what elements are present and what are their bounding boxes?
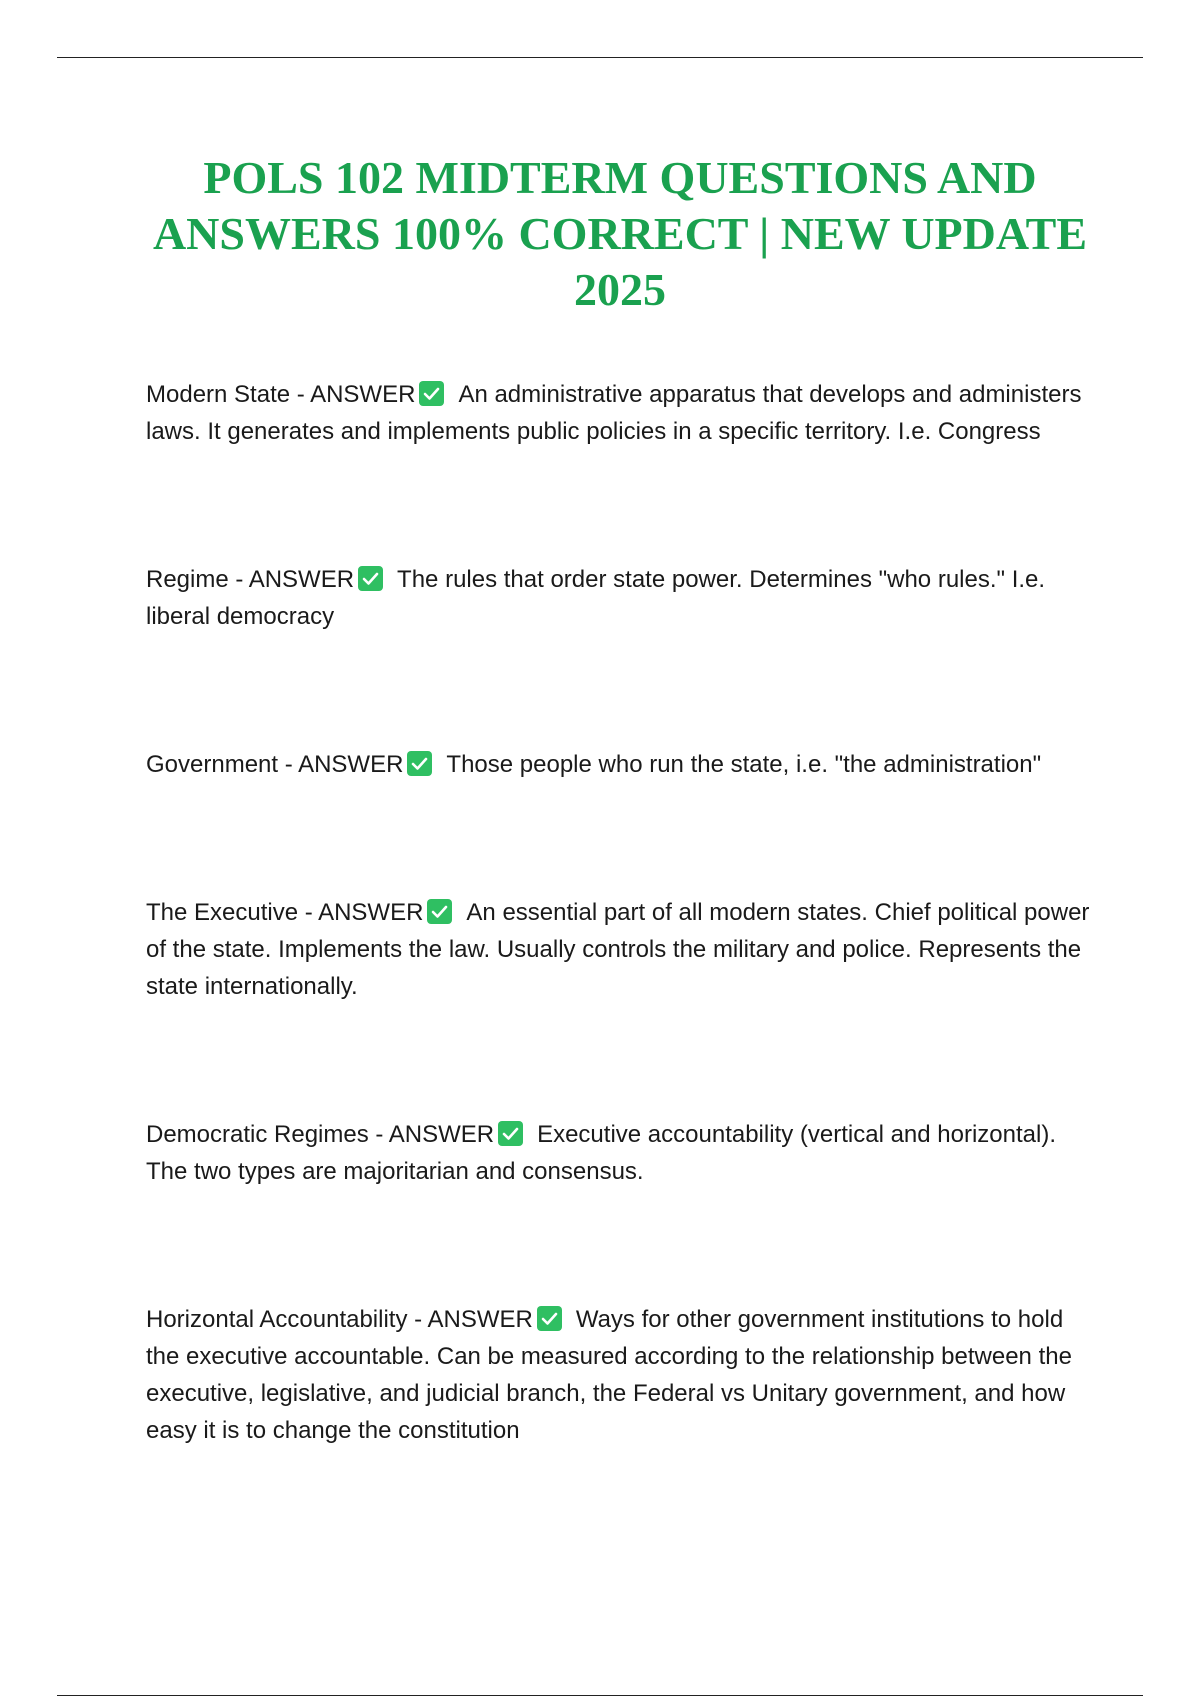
qa-entry-democratic-regimes [146, 1116, 1096, 1190]
qa-entry-the-executive [146, 894, 1096, 1005]
check-mark-icon [358, 566, 383, 591]
entry-term: The Executive - ANSWER [146, 899, 424, 926]
header-rule [57, 57, 1143, 58]
qa-entry-government [146, 746, 1096, 783]
qa-list [146, 376, 1096, 1449]
entry-term: Horizontal Accountability - ANSWER [146, 1306, 533, 1333]
entry-definition: Those people who run the state, i.e. "the administration" [446, 751, 1042, 778]
check-mark-icon [419, 381, 444, 406]
footer-rule [57, 1695, 1143, 1696]
document-title: POLS 102 MIDTERM QUESTIONS AND ANSWERS 100% CORRECT | NEW UPDATE 2025 [152, 152, 1088, 315]
check-mark-icon [407, 751, 432, 776]
check-mark-icon [498, 1121, 523, 1146]
entry-definition: An administrative apparatus that develops and administers laws. It generates and implements public policies in a specific territory. I.e. Congress [146, 381, 1082, 445]
entry-term: Government - ANSWER [146, 751, 404, 778]
entry-definition: The rules that order state power. Determines "who rules." I.e. liberal democracy [146, 566, 1046, 630]
qa-entry-horizontal-accountability [146, 1301, 1096, 1449]
entry-definition: An essential part of all modern states. Chief political power of the state. Implements the law. Usually controls the military and police. Represents the state internationally. [146, 899, 1090, 1000]
qa-entry-regime [146, 561, 1096, 635]
entry-definition: Ways for other government institutions to hold the executive accountable. Can be measured according to the relationship between the executive, legislative, and judicial branch, the Federal vs Unitary government, and how easy it is to change the constitution [146, 1306, 1072, 1444]
qa-entry-modern-state [146, 376, 1096, 450]
entry-term: Regime - ANSWER [146, 566, 355, 593]
entry-definition: Executive accountability (vertical and horizontal). The two types are majoritarian and consensus. [146, 1121, 1056, 1185]
check-mark-icon [427, 899, 452, 924]
entry-term: Democratic Regimes - ANSWER [146, 1121, 495, 1148]
check-mark-icon [537, 1306, 562, 1331]
entry-term: Modern State - ANSWER [146, 381, 416, 408]
